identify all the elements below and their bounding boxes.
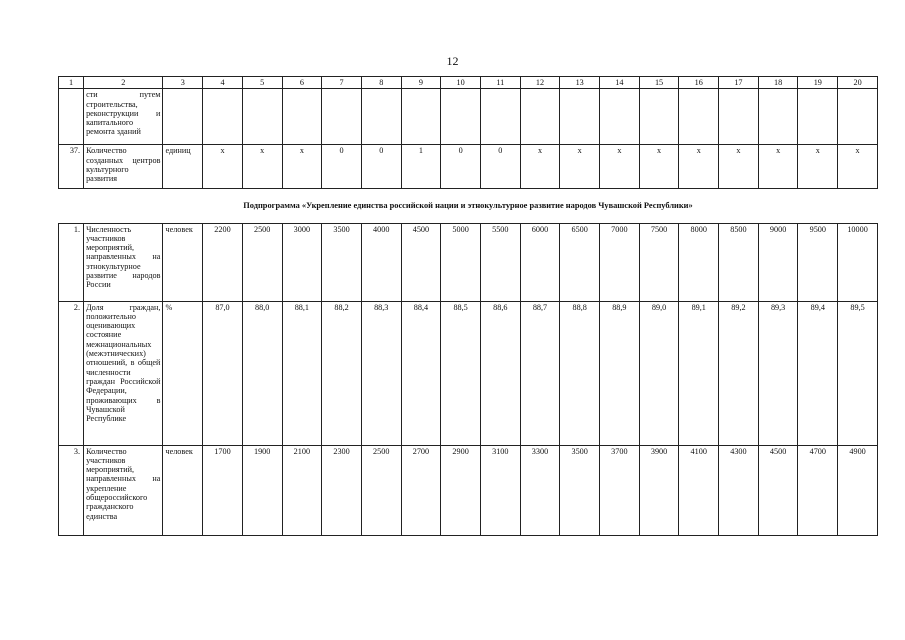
column-number-cell: 13: [560, 77, 600, 89]
value-cell: x: [560, 145, 600, 189]
column-number-cell: 4: [203, 77, 243, 89]
table-row: [59, 145, 878, 189]
value-cell: 89,2: [719, 301, 759, 445]
value-cell: [282, 89, 322, 145]
column-number-cell: 3: [163, 77, 203, 89]
value-cell: 89,5: [838, 301, 878, 445]
value-cell: x: [719, 145, 759, 189]
row-number-cell: 2.: [59, 301, 84, 445]
value-cell: [719, 89, 759, 145]
value-cell: 8500: [719, 223, 759, 301]
value-cell: 3100: [480, 445, 520, 535]
value-cell: 2200: [203, 223, 243, 301]
indicator-name-cell: сти путем строительства, реконструкции и капитального ремонта зданий: [84, 89, 163, 145]
value-cell: 9000: [758, 223, 798, 301]
value-cell: 88,2: [322, 301, 362, 445]
unit-cell: [163, 89, 203, 145]
column-number-cell: 6: [282, 77, 322, 89]
table-row: [59, 223, 878, 301]
unit-cell: %: [163, 301, 203, 445]
value-cell: [361, 89, 401, 145]
value-cell: 88,7: [520, 301, 560, 445]
value-cell: 87,0: [203, 301, 243, 445]
column-number-cell: 12: [520, 77, 560, 89]
value-cell: 3700: [600, 445, 640, 535]
value-cell: 88,6: [480, 301, 520, 445]
value-cell: [401, 89, 441, 145]
value-cell: 88,8: [560, 301, 600, 445]
subprogram-row: [59, 189, 878, 223]
value-cell: [203, 89, 243, 145]
indicator-name-cell: Доля граждан, положительно оценивающих состояние межнациональных (межэтнических) отношений, в общей численности граждан Российской Федерации, проживающих в Чувашской Республике: [84, 301, 163, 445]
indicator-table: [58, 76, 878, 536]
value-cell: [758, 89, 798, 145]
column-number-cell: 11: [480, 77, 520, 89]
value-cell: 4300: [719, 445, 759, 535]
value-cell: 1: [401, 145, 441, 189]
value-cell: 8000: [679, 223, 719, 301]
indicator-name-cell: Численность участников мероприятий, направленных на этнокультурное развитие народов России: [84, 223, 163, 301]
value-cell: 5000: [441, 223, 481, 301]
value-cell: x: [639, 145, 679, 189]
value-cell: 88,0: [242, 301, 282, 445]
row-number-cell: [59, 89, 84, 145]
value-cell: x: [758, 145, 798, 189]
table-row: [59, 89, 878, 145]
column-number-cell: 9: [401, 77, 441, 89]
indicator-name-cell: Количество участников мероприятий, направленных на укрепление общероссийского гражданского единства: [84, 445, 163, 535]
value-cell: x: [798, 145, 838, 189]
value-cell: x: [282, 145, 322, 189]
unit-cell: человек: [163, 445, 203, 535]
value-cell: x: [838, 145, 878, 189]
value-cell: 3500: [560, 445, 600, 535]
subprogram-title: Подпрограмма «Укрепление единства российской нации и этнокультурное развитие народов Чувашской Республики»: [59, 189, 878, 223]
value-cell: [639, 89, 679, 145]
value-cell: 89,0: [639, 301, 679, 445]
value-cell: 2700: [401, 445, 441, 535]
value-cell: 2300: [322, 445, 362, 535]
value-cell: 0: [322, 145, 362, 189]
value-cell: 10000: [838, 223, 878, 301]
value-cell: x: [679, 145, 719, 189]
value-cell: 0: [480, 145, 520, 189]
value-cell: [242, 89, 282, 145]
row-number-cell: 1.: [59, 223, 84, 301]
value-cell: 3900: [639, 445, 679, 535]
value-cell: 2100: [282, 445, 322, 535]
value-cell: 88,4: [401, 301, 441, 445]
value-cell: 88,1: [282, 301, 322, 445]
value-cell: 89,4: [798, 301, 838, 445]
value-cell: 7500: [639, 223, 679, 301]
value-cell: 1700: [203, 445, 243, 535]
value-cell: [838, 89, 878, 145]
column-number-cell: 14: [600, 77, 640, 89]
value-cell: [679, 89, 719, 145]
column-number-cell: 10: [441, 77, 481, 89]
column-number-cell: 1: [59, 77, 84, 89]
column-number-cell: 19: [798, 77, 838, 89]
value-cell: 89,3: [758, 301, 798, 445]
value-cell: x: [203, 145, 243, 189]
value-cell: 5500: [480, 223, 520, 301]
column-number-cell: 20: [838, 77, 878, 89]
value-cell: 9500: [798, 223, 838, 301]
value-cell: [520, 89, 560, 145]
value-cell: 4500: [401, 223, 441, 301]
value-cell: x: [242, 145, 282, 189]
unit-cell: человек: [163, 223, 203, 301]
value-cell: 6000: [520, 223, 560, 301]
value-cell: x: [520, 145, 560, 189]
table-row: [59, 445, 878, 535]
indicator-name-cell: Количество созданных центров культурного развития: [84, 145, 163, 189]
value-cell: [322, 89, 362, 145]
column-number-cell: 18: [758, 77, 798, 89]
column-number-cell: 17: [719, 77, 759, 89]
value-cell: 7000: [600, 223, 640, 301]
page-number: 12: [446, 54, 459, 68]
column-number-cell: 2: [84, 77, 163, 89]
column-number-cell: 7: [322, 77, 362, 89]
column-number-cell: 8: [361, 77, 401, 89]
value-cell: 4100: [679, 445, 719, 535]
row-number-cell: 37.: [59, 145, 84, 189]
value-cell: 6500: [560, 223, 600, 301]
value-cell: 88,5: [441, 301, 481, 445]
value-cell: 4900: [838, 445, 878, 535]
value-cell: [480, 89, 520, 145]
table-row: [59, 301, 878, 445]
value-cell: 3500: [322, 223, 362, 301]
value-cell: [441, 89, 481, 145]
value-cell: 2500: [242, 223, 282, 301]
value-cell: 0: [441, 145, 481, 189]
table-header-row: [59, 77, 878, 89]
value-cell: x: [600, 145, 640, 189]
value-cell: 1900: [242, 445, 282, 535]
value-cell: 88,3: [361, 301, 401, 445]
value-cell: [798, 89, 838, 145]
value-cell: 3300: [520, 445, 560, 535]
value-cell: 4700: [798, 445, 838, 535]
value-cell: 88,9: [600, 301, 640, 445]
row-number-cell: 3.: [59, 445, 84, 535]
value-cell: 2900: [441, 445, 481, 535]
value-cell: 3000: [282, 223, 322, 301]
value-cell: 0: [361, 145, 401, 189]
value-cell: 89,1: [679, 301, 719, 445]
column-number-cell: 15: [639, 77, 679, 89]
column-number-cell: 16: [679, 77, 719, 89]
value-cell: 4500: [758, 445, 798, 535]
value-cell: [560, 89, 600, 145]
value-cell: 4000: [361, 223, 401, 301]
unit-cell: единиц: [163, 145, 203, 189]
column-number-cell: 5: [242, 77, 282, 89]
value-cell: [600, 89, 640, 145]
value-cell: 2500: [361, 445, 401, 535]
